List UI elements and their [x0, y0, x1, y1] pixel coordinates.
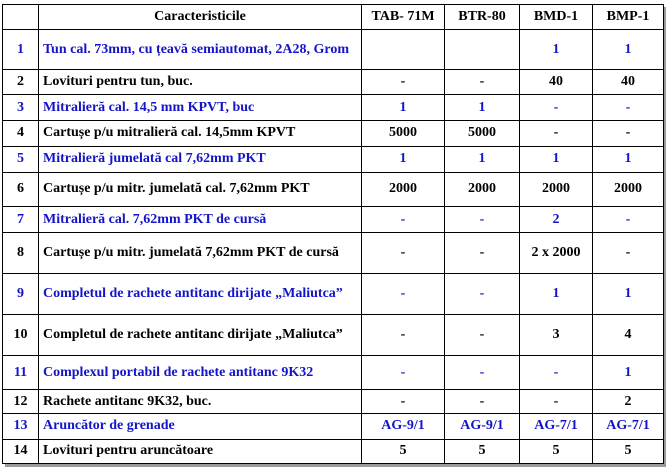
- row-number: 11: [3, 356, 39, 390]
- table-row: [3, 172, 664, 207]
- value-bmd-1: -: [520, 356, 593, 390]
- value-bmd-1: 3: [520, 315, 593, 356]
- value-btr-80: 5000: [445, 120, 520, 146]
- value-bmd-1: 1: [520, 147, 593, 172]
- row-number: 5: [3, 147, 39, 172]
- table-row: [3, 273, 664, 314]
- value-bmd-1: -: [520, 389, 593, 413]
- value-bmp-1: 2000: [593, 172, 664, 207]
- row-number: 10: [3, 315, 39, 356]
- table-row: [3, 70, 664, 95]
- table-row: [3, 315, 664, 356]
- value-btr-80: AG-9/1: [445, 414, 520, 439]
- value-bmd-1: 40: [520, 70, 593, 95]
- row-description: Mitralieră jumelată cal 7,62mm PKT: [39, 147, 362, 172]
- value-bmp-1: AG-7/1: [593, 414, 664, 439]
- row-number: 14: [3, 439, 39, 463]
- value-btr-80: -: [445, 356, 520, 390]
- value-tab-71m: 5000: [362, 120, 445, 146]
- value-btr-80: -: [445, 70, 520, 95]
- header-number: [3, 5, 39, 30]
- value-btr-80: -: [445, 389, 520, 413]
- value-tab-71m: -: [362, 315, 445, 356]
- value-bmp-1: 40: [593, 70, 664, 95]
- value-tab-71m: -: [362, 356, 445, 390]
- value-bmp-1: 1: [593, 273, 664, 314]
- header-characteristics: Caracteristicile: [39, 5, 362, 30]
- value-bmp-1: -: [593, 95, 664, 120]
- row-number: 3: [3, 95, 39, 120]
- value-btr-80: -: [445, 232, 520, 273]
- table-row: [3, 356, 664, 390]
- table-row: [3, 120, 664, 146]
- row-description: Cartușe p/u mitr. jumelată cal. 7,62mm PKT: [39, 172, 362, 207]
- value-bmp-1: 1: [593, 147, 664, 172]
- armament-table-frame: [2, 4, 663, 464]
- value-bmp-1: 2: [593, 389, 664, 413]
- value-bmd-1: 2000: [520, 172, 593, 207]
- row-description: Completul de rachete antitanc dirijate „Maliutca”: [39, 273, 362, 314]
- table-row: [3, 439, 664, 463]
- row-number: 1: [3, 30, 39, 70]
- row-number: 9: [3, 273, 39, 314]
- value-bmp-1: -: [593, 120, 664, 146]
- value-btr-80: 1: [445, 95, 520, 120]
- value-bmd-1: 1: [520, 273, 593, 314]
- row-description: Mitralieră cal. 7,62mm PKT de cursă: [39, 207, 362, 232]
- value-bmd-1: 1: [520, 30, 593, 70]
- table-row: [3, 30, 664, 70]
- value-bmp-1: -: [593, 207, 664, 232]
- header-bmp-1: BMP-1: [593, 5, 664, 30]
- table-row: [3, 414, 664, 439]
- table-row: [3, 207, 664, 232]
- value-tab-71m: -: [362, 70, 445, 95]
- row-description: Mitralieră cal. 14,5 mm KPVT, buc: [39, 95, 362, 120]
- row-number: 7: [3, 207, 39, 232]
- value-tab-71m: -: [362, 389, 445, 413]
- table-body: [3, 30, 664, 464]
- value-bmd-1: -: [520, 95, 593, 120]
- row-description: Complexul portabil de rachete antitanc 9K32: [39, 356, 362, 390]
- row-description: Aruncător de grenade: [39, 414, 362, 439]
- value-bmd-1: -: [520, 120, 593, 146]
- value-bmd-1: AG-7/1: [520, 414, 593, 439]
- value-btr-80: 5: [445, 439, 520, 463]
- row-number: 8: [3, 232, 39, 273]
- table-row: [3, 389, 664, 413]
- row-number: 2: [3, 70, 39, 95]
- value-tab-71m: 1: [362, 95, 445, 120]
- value-bmp-1: 1: [593, 356, 664, 390]
- value-bmd-1: 2 x 2000: [520, 232, 593, 273]
- value-bmd-1: 5: [520, 439, 593, 463]
- row-number: 13: [3, 414, 39, 439]
- table-row: [3, 95, 664, 120]
- value-tab-71m: 2000: [362, 172, 445, 207]
- value-tab-71m: [362, 30, 445, 70]
- value-bmp-1: 4: [593, 315, 664, 356]
- row-description: Tun cal. 73mm, cu țeavă semiautomat, 2A28, Grom: [39, 30, 362, 70]
- armament-table: [2, 4, 664, 464]
- header-row: [3, 5, 664, 30]
- row-number: 4: [3, 120, 39, 146]
- value-tab-71m: -: [362, 273, 445, 314]
- value-bmp-1: -: [593, 232, 664, 273]
- value-btr-80: [445, 30, 520, 70]
- value-btr-80: -: [445, 273, 520, 314]
- value-tab-71m: -: [362, 232, 445, 273]
- value-bmd-1: 2: [520, 207, 593, 232]
- row-description: Lovituri pentru aruncătoare: [39, 439, 362, 463]
- row-number: 6: [3, 172, 39, 207]
- value-tab-71m: -: [362, 207, 445, 232]
- value-tab-71m: 1: [362, 147, 445, 172]
- header-tab-71m: TAB- 71M: [362, 5, 445, 30]
- row-description: Completul de rachete antitanc dirijate „Maliutca”: [39, 315, 362, 356]
- row-description: Cartușe p/u mitr. jumelată 7,62mm PKT de cursă: [39, 232, 362, 273]
- table-row: [3, 147, 664, 172]
- header-btr-80: BTR-80: [445, 5, 520, 30]
- row-description: Rachete antitanc 9K32, buc.: [39, 389, 362, 413]
- value-btr-80: 1: [445, 147, 520, 172]
- value-bmp-1: 5: [593, 439, 664, 463]
- value-tab-71m: AG-9/1: [362, 414, 445, 439]
- value-btr-80: 2000: [445, 172, 520, 207]
- value-bmp-1: 1: [593, 30, 664, 70]
- row-description: Cartușe p/u mitralieră cal. 14,5mm KPVT: [39, 120, 362, 146]
- value-btr-80: -: [445, 207, 520, 232]
- table-row: [3, 232, 664, 273]
- row-description: Lovituri pentru tun, buc.: [39, 70, 362, 95]
- value-btr-80: -: [445, 315, 520, 356]
- header-bmd-1: BMD-1: [520, 5, 593, 30]
- value-tab-71m: 5: [362, 439, 445, 463]
- row-number: 12: [3, 389, 39, 413]
